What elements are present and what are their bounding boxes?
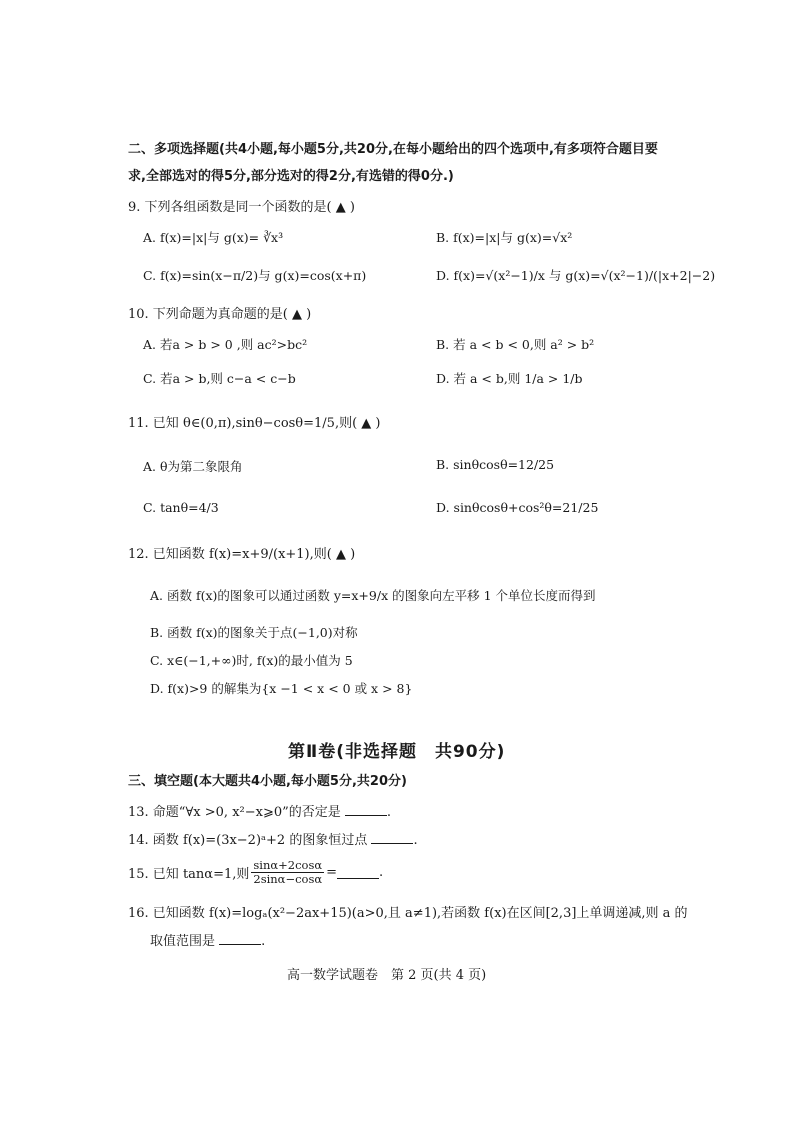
question-10-stem: 10. 下列命题为真命题的是( ▲ ) — [128, 307, 312, 322]
section2-header-line1: 二、多项选择题(共4小题,每小题5分,共20分,在每小题给出的四个选项中,有多项符合题目要 — [128, 142, 658, 157]
fill-blank-13-end: . — [386, 805, 392, 820]
fill-blank-13-text: 13. 命题“∀x >0, x²−x⩾0”的否定是 — [128, 805, 341, 820]
question-12-option-d: D. f(x)>9 的解集为{x −1 < x < 0 或 x > 8} — [150, 681, 413, 696]
question-10-option-b: B. 若 a < b < 0,则 a² > b² — [436, 337, 595, 352]
equals-sign: = — [326, 865, 338, 880]
question-12-option-c: C. x∈(−1,+∞)时, f(x)的最小值为 5 — [150, 653, 353, 668]
question-11-option-a: A. θ为第二象限角 — [143, 459, 243, 474]
section2-header-line2: 求,全部选对的得5分,部分选对的得2分,有选错的得0分.) — [128, 169, 454, 184]
section3-header: 三、填空题(本大题共4小题,每小题5分,共20分) — [128, 774, 407, 789]
question-12-stem: 12. 已知函数 f(x)=x+9/(x+1),则( ▲ ) — [128, 547, 356, 562]
question-12-option-a: A. 函数 f(x)的图象可以通过函数 y=x+9/x 的图象向左平移 1 个单位长度而得到 — [150, 588, 596, 603]
fill-blank-15-end: . — [379, 865, 384, 880]
question-11-option-c: C. tanθ=4/3 — [143, 500, 219, 515]
fill-blank-16-end: . — [261, 934, 266, 949]
fill-blank-13 — [128, 801, 391, 820]
question-12-option-b: B. 函数 f(x)的图象关于点(−1,0)对称 — [150, 625, 358, 640]
part2-title: 第Ⅱ卷(非选择题 共90分) — [288, 742, 506, 762]
fraction — [251, 859, 324, 886]
question-11-option-d: D. sinθcosθ+cos²θ=21/25 — [436, 500, 599, 515]
fill-blank-16-line2 — [150, 930, 265, 949]
answer-blank-14[interactable] — [371, 831, 413, 844]
fill-blank-16-line1: 16. 已知函数 f(x)=logₐ(x²−2ax+15)(a>0,且 a≠1),若函数 f(x)在区间[2,3]上单调递减,则 a 的 — [128, 906, 688, 921]
fill-blank-14 — [128, 829, 418, 848]
answer-blank-15[interactable] — [337, 866, 379, 879]
question-9-option-b: B. f(x)=|x|与 g(x)=√x² — [436, 230, 573, 245]
question-11-option-b: B. sinθcosθ=12/25 — [436, 457, 555, 472]
page-footer: 高一数学试题卷 第 2 页(共 4 页) — [287, 968, 487, 983]
question-11-stem: 11. 已知 θ∈(0,π),sinθ−cosθ=1/5,则( ▲ ) — [128, 416, 381, 431]
fraction-denominator: 2sinα−cosα — [253, 872, 323, 886]
answer-blank-16[interactable] — [219, 932, 261, 945]
question-10-option-d: D. 若 a < b,则 1/a > 1/b — [436, 371, 583, 386]
question-9-option-d: D. f(x)=√(x²−1)/x 与 g(x)=√(x²−1)/(|x+2|−2) — [436, 268, 716, 283]
fraction-numerator: sinα+2cosα — [253, 858, 323, 872]
question-10-option-c: C. 若a > b,则 c−a < c−b — [143, 371, 296, 386]
question-9-option-c: C. f(x)=sin(x−π/2)与 g(x)=cos(x+π) — [143, 268, 367, 283]
fill-blank-15-text: 15. 已知 tanα=1,则 — [128, 867, 250, 882]
fill-blank-14-text: 14. 函数 f(x)=(3x−2)ᵃ+2 的图象恒过点 — [128, 833, 368, 848]
fill-blank-16-text: 取值范围是 — [150, 934, 216, 949]
fill-blank-15 — [128, 859, 383, 886]
fill-blank-14-end: . — [413, 833, 418, 848]
question-10-option-a: A. 若a > b > 0 ,则 ac²>bc² — [143, 337, 308, 352]
answer-blank-13[interactable] — [345, 803, 387, 816]
question-9-option-a: A. f(x)=|x|与 g(x)= ∛x³ — [143, 230, 284, 245]
question-9-stem: 9. 下列各组函数是同一个函数的是( ▲ ) — [128, 200, 355, 215]
